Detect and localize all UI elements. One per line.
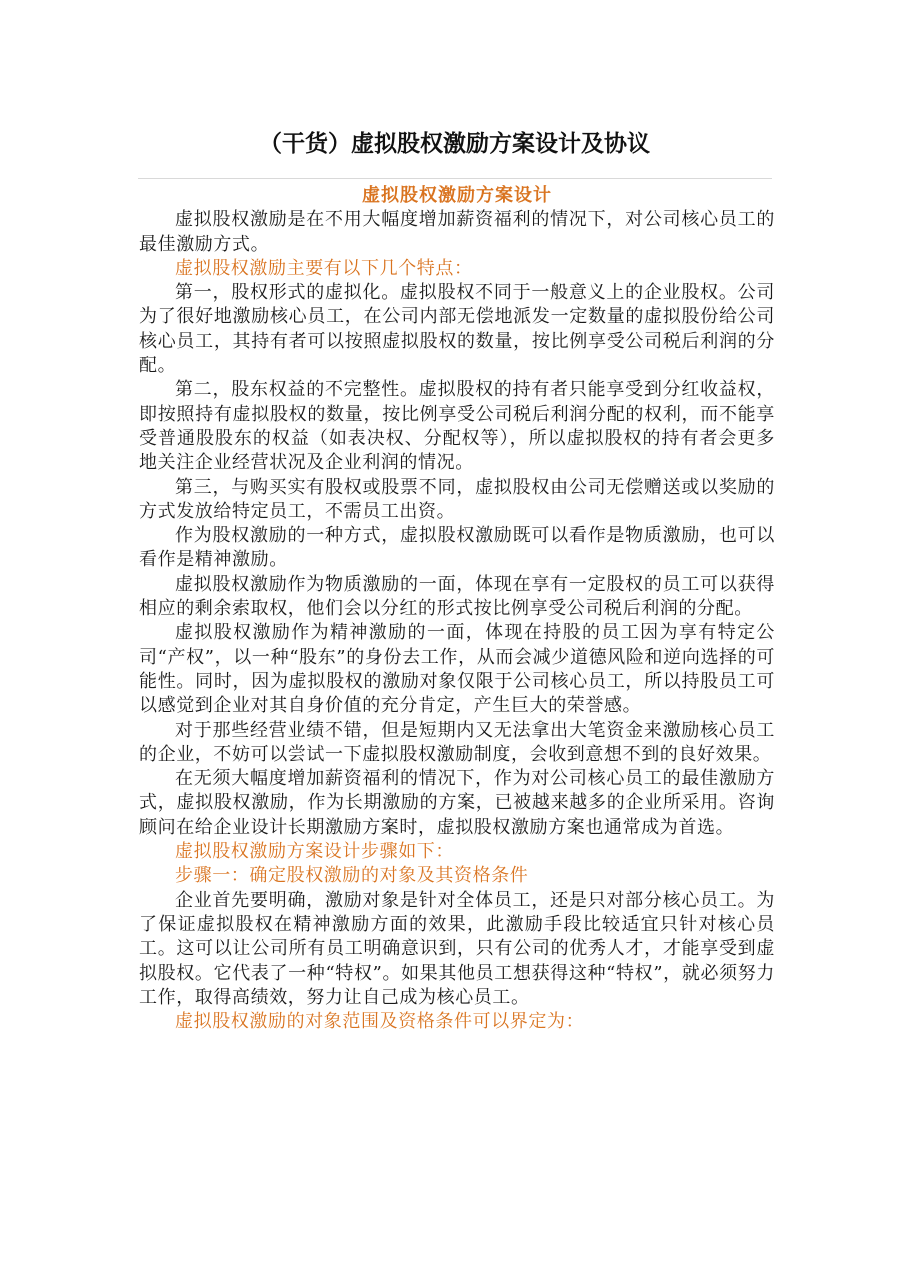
paragraph-material-incentive: 虚拟股权激励作为物质激励的一面，体现在享有一定股权的员工可以获得相应的剩余索取权，他们会以分红的形式按比例享受公司税后利润的分配。 (139, 573, 775, 620)
highlight-design-steps: 虚拟股权激励方案设计步骤如下： (175, 841, 454, 863)
paragraph-long-term-incentive: 在无须大幅度增加薪资福利的情况下，作为对公司核心员工的最佳激励方式，虚拟股权激励，作为长期激励的方案，已被越来越多的企业所采用。咨询顾问在给企业设计长期激励方案时，虚拟股权激励方案也通常成为首选。 (139, 768, 775, 838)
highlight-features-lead: 虚拟股权激励主要有以下几个特点： (175, 257, 473, 279)
paragraph-feature-2: 第二，股东权益的不完整性。虚拟股权的持有者只能享受到分红收益权，即按照持有虚拟股权的数量，按比例享受公司税后利润分配的权利，而不能享受普通股股东的权益（如表决权、分配权等），所以虚拟股权的持有者会更多地关注企业经营状况及企业利润的情况。 (139, 379, 775, 474)
paragraph-feature-3: 第三，与购买实有股权或股票不同，虚拟股权由公司无偿赠送或以奖励的方式发放给特定员工，不需员工出资。 (139, 476, 775, 522)
title-divider (138, 178, 772, 179)
paragraph-spiritual-incentive: 虚拟股权激励作为精神激励的一面，体现在持股的员工因为享有特定公司“产权”，以一种“股东”的身份去工作，从而会减少道德风险和逆向选择的可能性。同时，因为虚拟股权的激励对象仅限于公司核心员工，所以持股员工可以感觉到企业对其自身价值的充分肯定，产生巨大的荣誉感。 (139, 622, 775, 717)
paragraph-intro: 虚拟股权激励是在不用大幅度增加薪资福利的情况下，对公司核心员工的最佳激励方式。 (139, 209, 775, 255)
paragraph-suitable-companies: 对于那些经营业绩不错，但是短期内又无法拿出大笔资金来激励核心员工的企业，不妨可以尝试一下虚拟股权激励制度，会收到意想不到的良好效果。 (139, 719, 775, 765)
paragraph-step-one-detail: 企业首先要明确，激励对象是针对全体员工，还是只对部分核心员工。为了保证虚拟股权在精神激励方面的效果，此激励手段比较适宜只针对核心员工。这可以让公司所有员工明确意识到，只有公司的优秀人才，才能享受到虚拟股权。它代表了一种“特权”。如果其他员工想获得这种“特权”，就必须努力工作，取得高绩效，努力让自己成为核心员工。 (139, 889, 775, 1008)
highlight-step-one: 步骤一：确定股权激励的对象及其资格条件 (175, 865, 529, 887)
section-heading: 虚拟股权激励方案设计 (362, 185, 552, 206)
highlight-scope-conditions: 虚拟股权激励的对象范围及资格条件可以界定为： (175, 1011, 585, 1033)
document-body (139, 184, 775, 1034)
document-title: （干货）虚拟股权激励方案设计及协议 (259, 131, 650, 157)
paragraph-feature-1: 第一，股权形式的虚拟化。虚拟股权不同于一般意义上的企业股权。公司为了很好地激励核心员工，在公司内部无偿地派发一定数量的虚拟股份给公司核心员工，其持有者可以按照虚拟股权的数量，按比例享受公司税后利润的分配。 (139, 282, 775, 377)
paragraph-incentive-type: 作为股权激励的一种方式，虚拟股权激励既可以看作是物质激励，也可以看作是精神激励。 (139, 525, 775, 571)
